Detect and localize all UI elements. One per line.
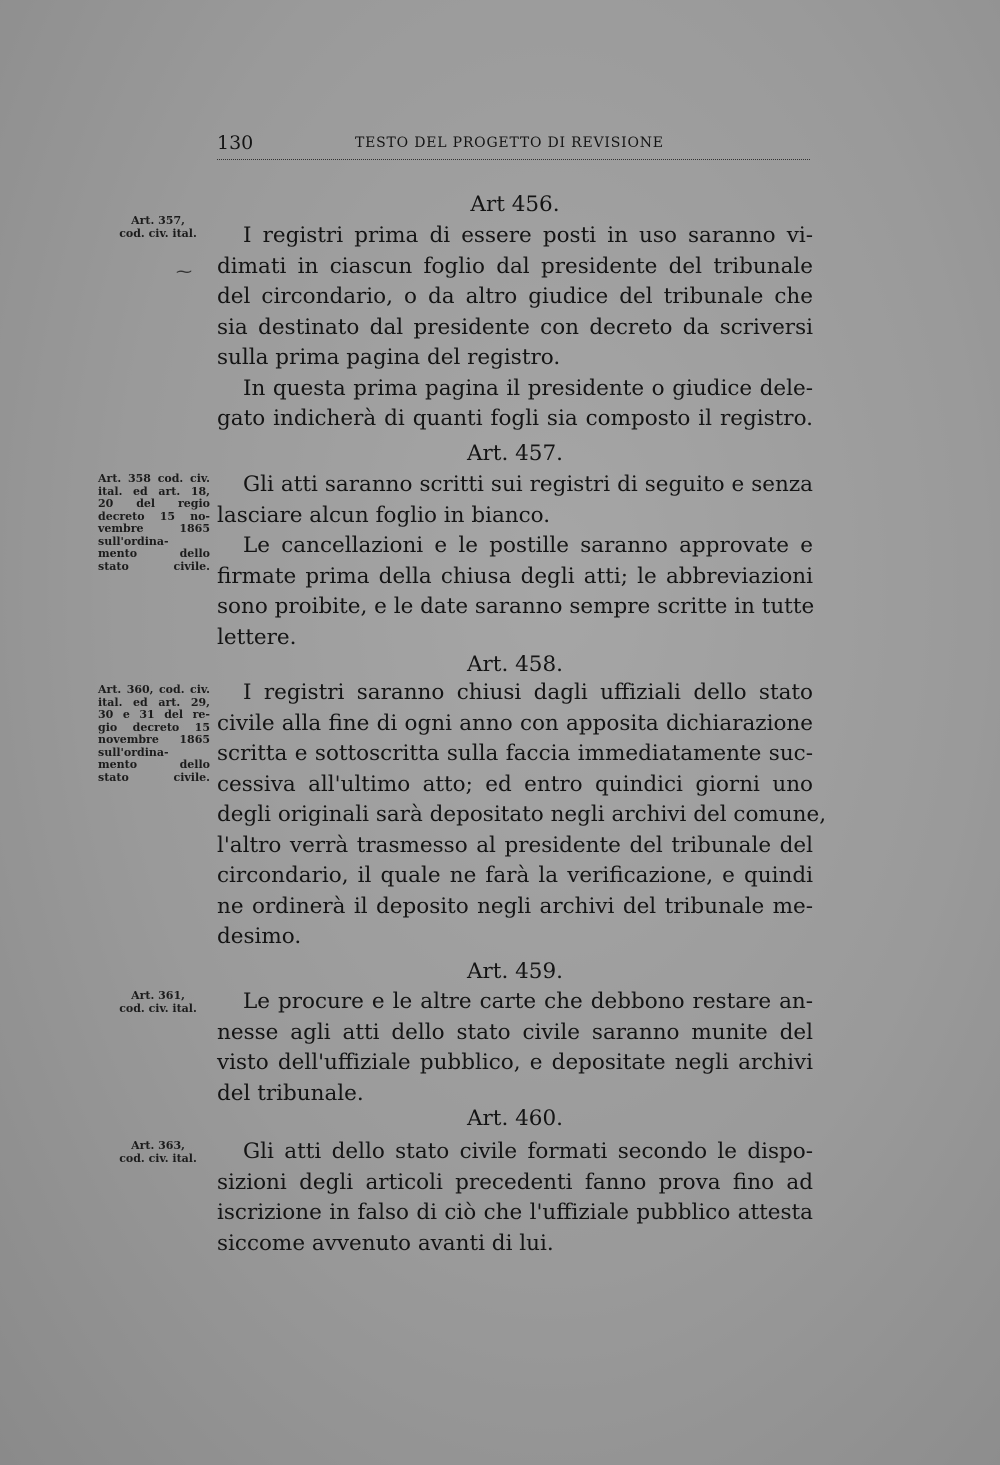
margin-note-line: novembre 1865 xyxy=(98,733,210,746)
margin-note-line: Art. 360, cod. civ. xyxy=(98,683,210,696)
text-line: scritta e sottoscritta sulla faccia immediatamente suc- xyxy=(217,741,813,766)
article-body xyxy=(217,1137,813,1259)
margin-note-line: 20 del regio xyxy=(98,497,210,510)
margin-note-line: 30 e 31 del re- xyxy=(98,708,210,721)
text-line: gato indicherà di quanti fogli sia composto il registro. xyxy=(217,406,813,431)
margin-note-line: stato civile. xyxy=(98,559,210,573)
margin-note xyxy=(108,215,208,240)
text-line: lasciare alcun foglio in bianco. xyxy=(217,502,551,528)
text-line: sia destinato dal presidente con decreto da scriversi xyxy=(217,314,813,340)
margin-note-line: cod. civ. ital. xyxy=(119,1151,197,1165)
margin-note-line: vembre 1865 xyxy=(98,522,210,535)
margin-note-line: cod. civ. ital. xyxy=(119,1001,197,1015)
text-line: ne ordinerà il deposito negli archivi del tribunale me- xyxy=(217,893,813,919)
margin-note-line: stato civile. xyxy=(98,770,210,784)
text-line: visto dell'uffiziale pubblico, e depositate negli archivi xyxy=(217,1050,813,1075)
text-line: firmate prima della chiusa degli atti; le abbreviazioni xyxy=(217,563,813,589)
text-line: I registri saranno chiusi dagli uffiziali dello stato xyxy=(243,680,813,705)
text-line: In questa prima pagina il presidente o giudice dele- xyxy=(243,375,813,401)
text-line: l'altro verrà trasmesso al presidente del tribunale del xyxy=(217,832,813,858)
text-line: sono proibite, e le date saranno sempre scritte in tutte xyxy=(217,594,815,619)
margin-note-line: ital. ed art. 29, xyxy=(98,695,210,709)
margin-note-line: Art. 363, xyxy=(131,1139,185,1152)
margin-note xyxy=(98,684,210,784)
text-line: circondario, il quale ne farà la verificazione, e quindi xyxy=(217,863,813,888)
running-title: TESTO DEL PROGETTO DI REVISIONE xyxy=(355,135,664,151)
article-heading: Art. 459. xyxy=(467,959,563,984)
article-body xyxy=(217,987,813,1109)
text-line: lettere. xyxy=(217,624,297,650)
article-body xyxy=(217,221,813,435)
text-line: degli originali sarà depositato negli archivi del comune, xyxy=(217,802,827,827)
margin-note-line: mento dello xyxy=(98,758,210,771)
text-line: iscrizione in falso di ciò che l'uffiziale pubblico attesta xyxy=(217,1200,813,1225)
page-header xyxy=(217,132,810,162)
article-heading: Art 456. xyxy=(470,192,560,217)
margin-note-line: gio decreto 15 xyxy=(98,720,210,734)
article-heading: Art. 460. xyxy=(467,1106,563,1131)
text-line: Le procure e le altre carte che debbono restare an- xyxy=(243,989,813,1014)
margin-note-line: decreto 15 no- xyxy=(98,509,210,523)
text-line: Gli atti saranno scritti sui registri di seguito e senza xyxy=(243,472,813,497)
margin-note-line: Art. 357, xyxy=(131,214,185,227)
text-line: I registri prima di essere posti in uso saranno vi- xyxy=(243,223,813,248)
margin-note-line: sull'ordina- xyxy=(98,534,169,548)
text-line: dimati in ciascun foglio dal presidente del tribunale xyxy=(217,253,813,279)
text-line: sizioni degli articoli precedenti fanno prova fino ad xyxy=(217,1169,813,1195)
article-heading: Art. 458. xyxy=(467,652,563,677)
header-rule xyxy=(217,159,810,160)
text-line: desimo. xyxy=(217,924,302,949)
margin-note-line: ital. ed art. 18, xyxy=(98,484,210,498)
text-line: del circondario, o da altro giudice del tribunale che xyxy=(217,284,813,309)
text-line: nesse agli atti dello stato civile saranno munite del xyxy=(217,1019,813,1045)
text-line: Le cancellazioni e le postille saranno approvate e xyxy=(243,533,813,558)
article-heading: Art. 457. xyxy=(467,441,563,466)
page-number: 130 xyxy=(217,132,254,154)
margin-note-line: sull'ordina- xyxy=(98,745,169,759)
article-body xyxy=(217,678,827,953)
text-line: siccome avvenuto avanti di lui. xyxy=(217,1230,554,1256)
text-line: cessiva all'ultimo atto; ed entro quindici giorni uno xyxy=(217,771,813,797)
margin-note xyxy=(98,473,210,573)
margin-note-line: Art. 361, xyxy=(131,989,185,1002)
margin-note xyxy=(108,1140,208,1165)
margin-mark: ⁓ xyxy=(176,262,192,281)
margin-note-line: Art. 358 cod. civ. xyxy=(98,472,210,485)
text-line: Gli atti dello stato civile formati secondo le dispo- xyxy=(243,1139,813,1164)
margin-note-line: cod. civ. ital. xyxy=(119,226,197,240)
margin-note-line: mento dello xyxy=(98,547,210,560)
text-line: sulla prima pagina del registro. xyxy=(217,345,561,370)
text-line: civile alla fine di ogni anno con apposita dichiarazione xyxy=(217,710,813,736)
article-body xyxy=(217,470,813,653)
margin-note xyxy=(108,990,208,1015)
text-line: del tribunale. xyxy=(217,1080,364,1106)
